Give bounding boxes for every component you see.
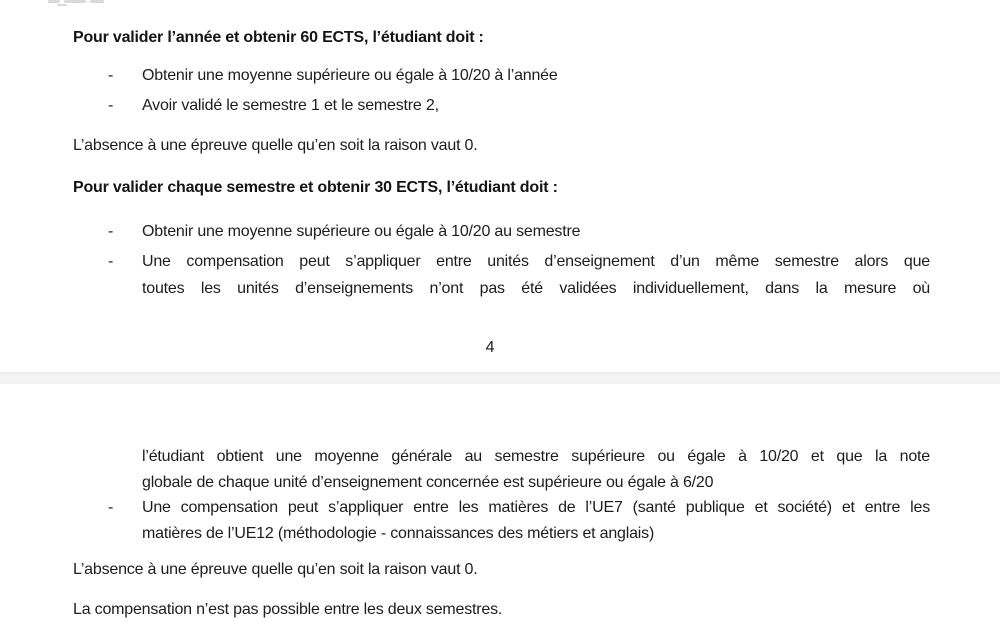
bullet-dash: -	[108, 223, 114, 240]
bullet-dash: -	[108, 253, 114, 270]
list-item	[108, 65, 558, 86]
heading-validate-semester: Pour valider chaque semestre et obtenir 30 ECTS, l’étudiant doit :	[73, 179, 558, 196]
remnant-mark	[48, 0, 60, 3]
list-item	[108, 95, 439, 116]
continuation-paragraph-line: globale de chaque unité d’enseignement concernée est supérieure ou égale à 6/20	[142, 474, 714, 491]
list-item-text: Obtenir une moyenne supérieure ou égale à 10/20 à l’année	[142, 67, 558, 84]
absence-rule-paragraph: L’absence à une épreuve quelle qu’en soit la raison vaut 0.	[73, 137, 478, 154]
page-number: 4	[485, 339, 495, 356]
bullet-dash: -	[108, 499, 114, 516]
absence-rule-paragraph: L’absence à une épreuve quelle qu’en soit la raison vaut 0.	[73, 561, 478, 578]
list-item-text-justified-line: Une compensation peut s’appliquer entre les matières de l’UE7 (santé publique et société) et entre les	[142, 499, 930, 516]
list-item-text: Obtenir une moyenne supérieure ou égale à 10/20 au semestre	[142, 223, 581, 240]
heading-validate-year: Pour valider l’année et obtenir 60 ECTS, l’étudiant doit :	[73, 29, 484, 46]
list-item-text: Avoir validé le semestre 1 et le semestre 2,	[142, 97, 439, 114]
bullet-dash: -	[108, 97, 114, 114]
remnant-mark	[57, 4, 67, 6]
bullet-dash: -	[108, 67, 114, 84]
remnant-mark	[90, 0, 104, 3]
continuation-paragraph-line: l’étudiant obtient une moyenne générale au semestre supérieure ou égale à 10/20 et que la note	[142, 448, 930, 465]
list-item-text: matières de l’UE12 (méthodologie - connaissances des métiers et anglais)	[142, 525, 655, 542]
list-item-text-justified-line: Une compensation peut s’appliquer entre unités d’enseignement d’un même semestre alors que	[142, 253, 930, 270]
page-break-gap	[0, 372, 1000, 384]
list-item	[108, 221, 580, 242]
remnant-mark	[64, 0, 86, 3]
compensation-rule-paragraph: La compensation n’est pas possible entre les deux semestres.	[73, 601, 503, 618]
list-item-text-justified-line: toutes les unités d’enseignements n’ont pas été validées individuellement, dans la mesure où	[142, 280, 930, 297]
